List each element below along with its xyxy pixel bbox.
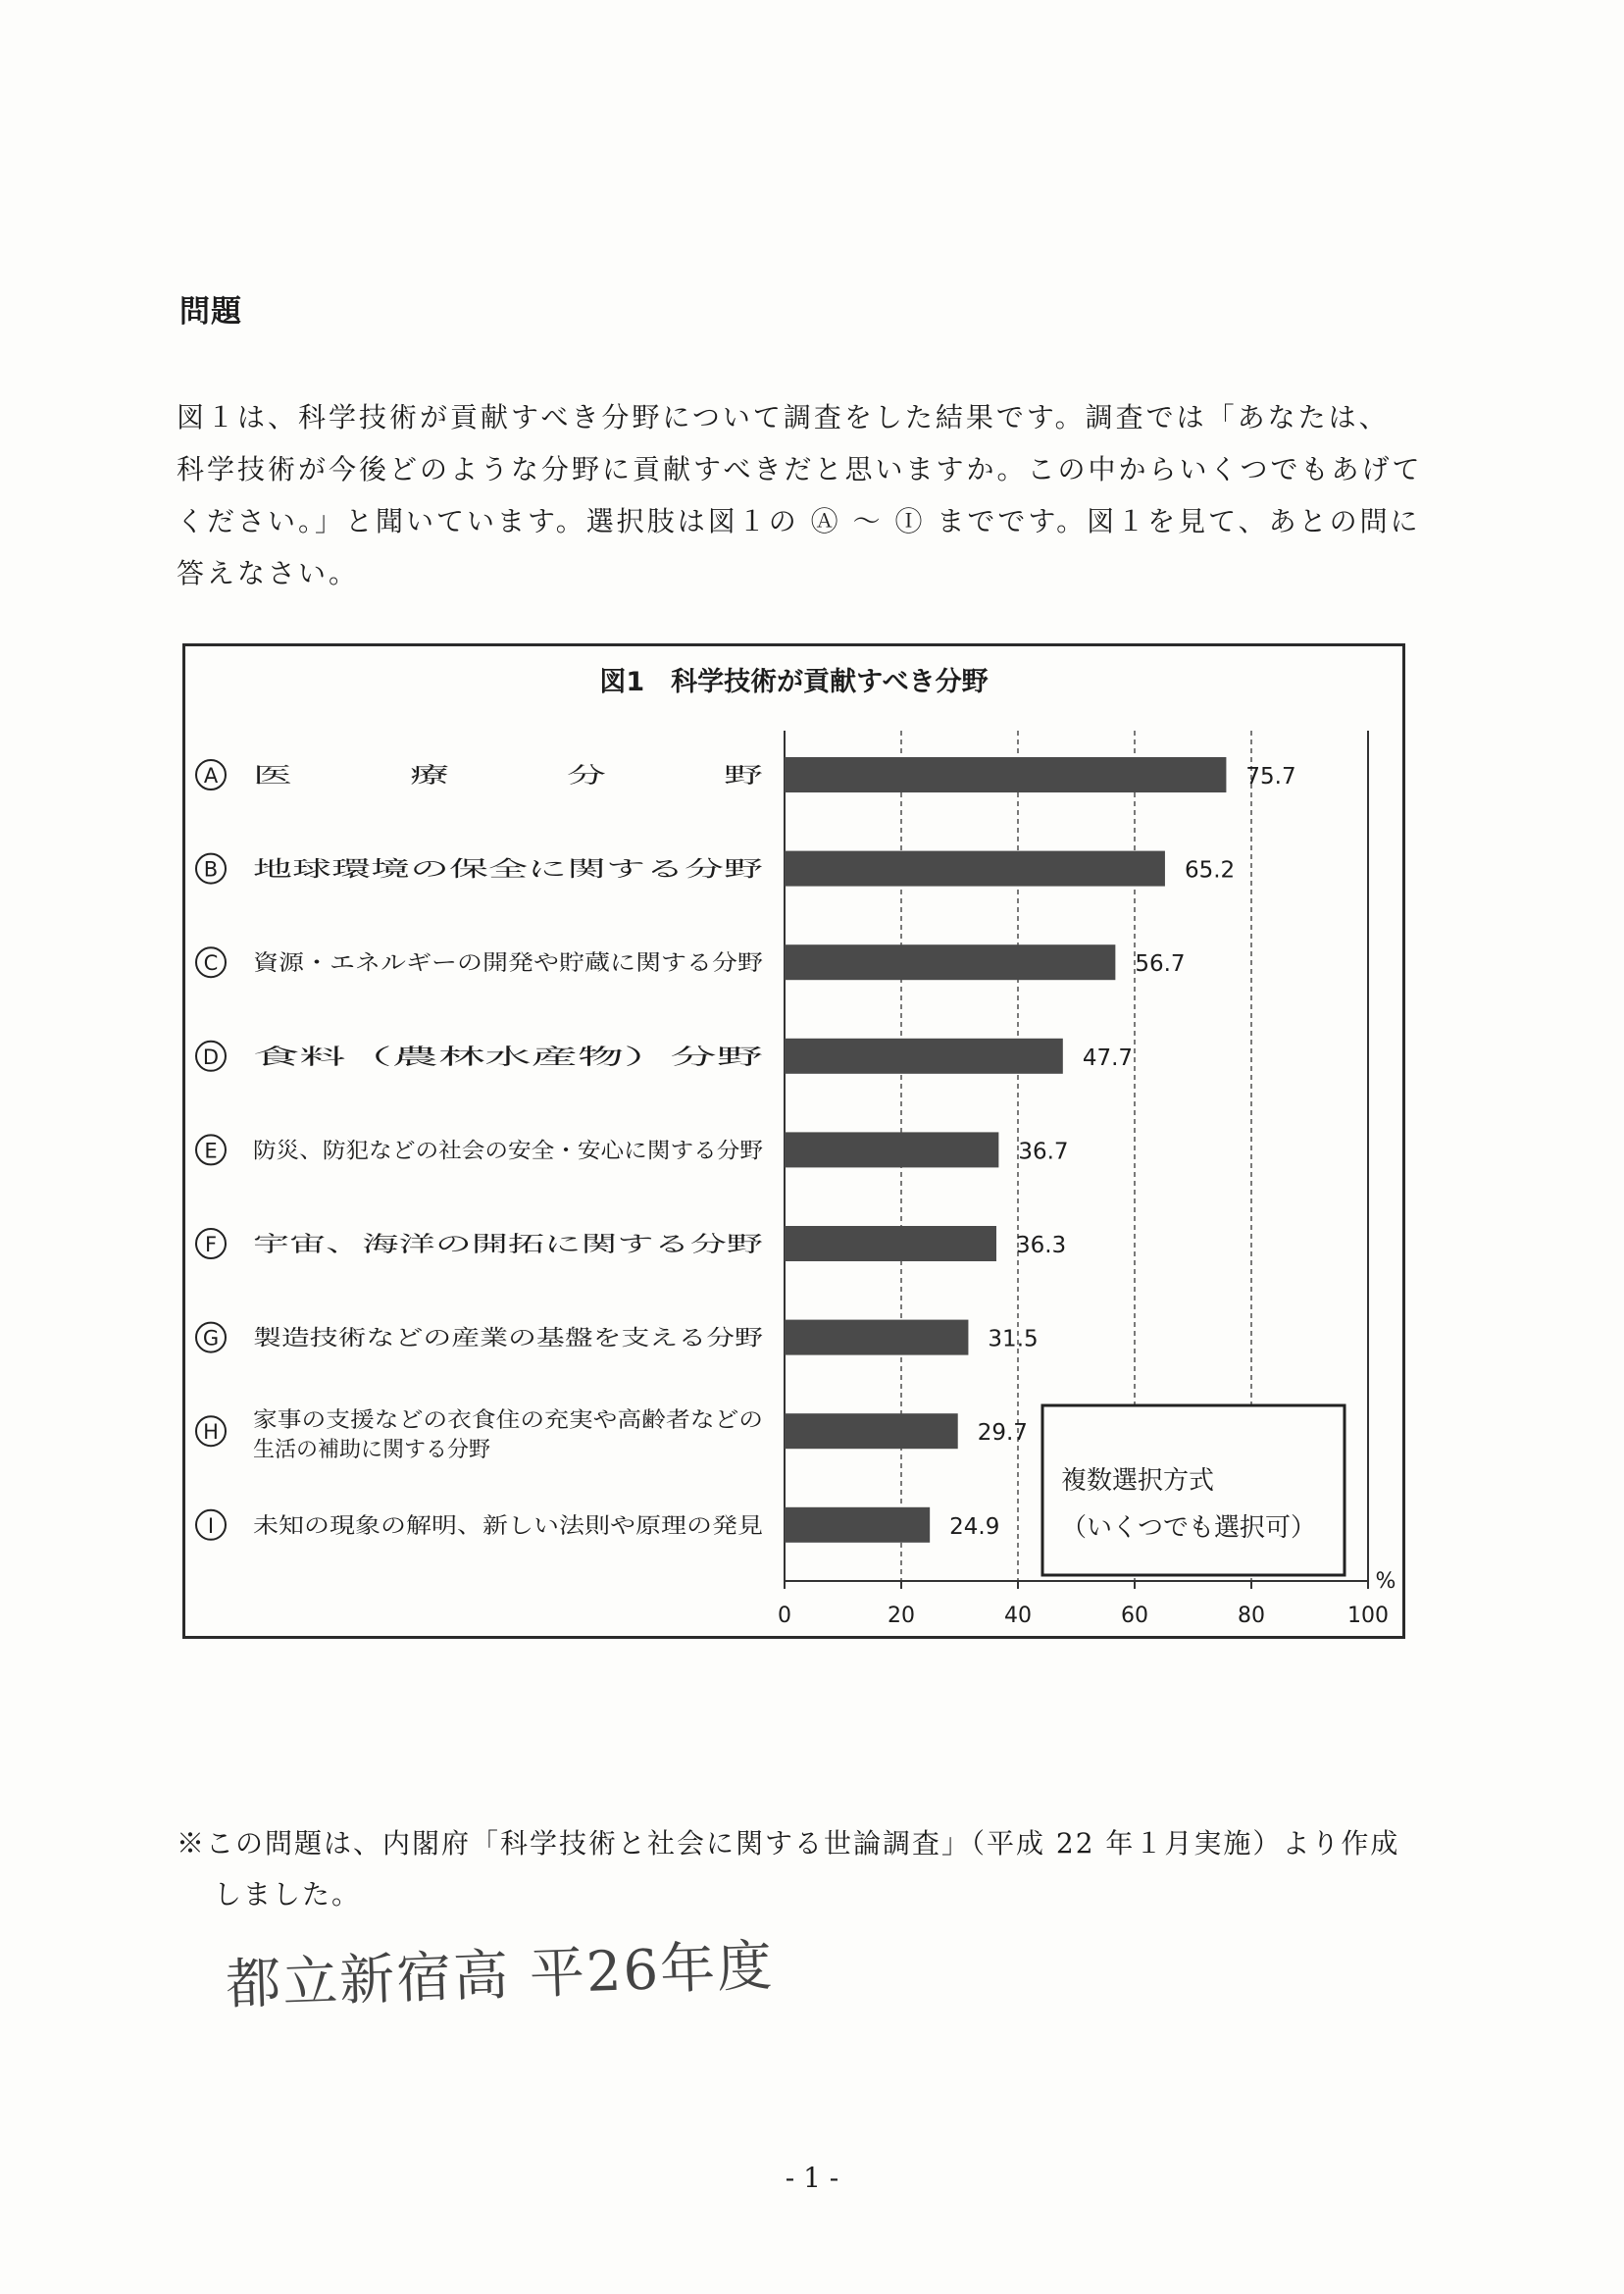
paragraph-line-2: 科学技術が今後どのような分野に貢献すべきだと思いますか。この中からいくつでもあげて [177,453,1423,485]
option-letter-a: A [203,764,219,788]
paragraph-line-4: 答えなさい。 [177,557,360,589]
bar-i [785,1507,930,1543]
option-letter-d: D [202,1045,220,1069]
value-label-f: 36.3 [1015,1233,1067,1258]
option-letter-f: F [204,1233,218,1256]
option-letter-c: C [203,951,219,976]
legend-line-1: 複数選択方式 [1061,1466,1215,1496]
value-label-c: 56.7 [1135,951,1186,978]
option-letter-b: B [203,857,219,882]
value-label-g: 31.5 [988,1326,1039,1352]
axis-ticks [778,1569,1396,1628]
unit-label: % [1375,1569,1396,1594]
paragraph-line-3: ください。」と聞いています。選択肢は図１の Ⓐ ～ Ⓘ までです。図１を見て、あとの問に [177,505,1421,537]
value-label-a: 75.7 [1245,764,1296,790]
tick-label-20: 20 [888,1604,915,1628]
legend-line-2: （いくつでも選択可） [1061,1513,1317,1543]
bar-e [785,1132,998,1167]
category-label-g: 製造技術などの産業の基盤を支える分野 [253,1326,763,1351]
tick-label-0: 0 [778,1604,791,1628]
category-label-h: 家事の支援などの衣食住の充実や高齢者などの [253,1408,763,1434]
value-label-i: 24.9 [949,1513,1000,1540]
category-label-a: 医 療 分 野 [253,764,763,789]
option-letter-h: H [203,1420,219,1445]
bar-d [785,1039,1063,1074]
tick-label-40: 40 [1004,1604,1032,1628]
bar-g [785,1320,968,1355]
bar-c [785,944,1115,980]
bar-b [785,851,1165,887]
page-heading: 問題 [179,294,242,330]
category-label-e: 防災、防犯などの社会の安全・安心に関する分野 [253,1139,763,1164]
category-label-c: 資源・エネルギーの開発や貯蔵に関する分野 [253,951,763,977]
category-label-d: 食料（農林水産物）分野 [253,1045,763,1070]
value-label-d: 47.7 [1082,1045,1134,1071]
category-label-f: 宇宙、海洋の開拓に関する分野 [253,1233,763,1257]
chart-title: 図1 科学技術が貢献すべき分野 [599,667,989,697]
value-label-h: 29.7 [977,1420,1028,1447]
category-labels [196,760,763,1540]
value-label-b: 65.2 [1184,857,1236,884]
legend-box [1042,1405,1345,1575]
category-label-h-line2: 生活の補助に関する分野 [253,1438,491,1463]
option-letter-e: E [204,1139,218,1163]
page-number: - 1 - [785,2162,839,2194]
tick-label-60: 60 [1121,1604,1148,1628]
bar-f [785,1226,996,1261]
option-letter-i: I [207,1513,215,1538]
source-note-line-2: しました。 [214,1878,362,1911]
category-label-b: 地球環境の保全に関する分野 [253,857,763,883]
paragraph-line-1: 図１は、科学技術が貢献すべき分野について調査をした結果です。調査では「あなたは、 [177,401,1390,433]
category-label-i: 未知の現象の解明、新しい法則や原理の発見 [253,1513,763,1539]
bar-h [785,1413,958,1449]
source-note-line-1: ※この問題は、内閣府「科学技術と社会に関する世論調査」（平成 22 年１月実施）より作成 [177,1827,1400,1860]
option-letter-g: G [202,1326,220,1351]
value-label-e: 36.7 [1018,1139,1069,1165]
handwritten-annotation: 都立新宿高 平26年度 [225,1934,776,2017]
tick-label-100: 100 [1347,1604,1389,1628]
tick-label-80: 80 [1238,1604,1265,1628]
bar-a [785,757,1226,792]
